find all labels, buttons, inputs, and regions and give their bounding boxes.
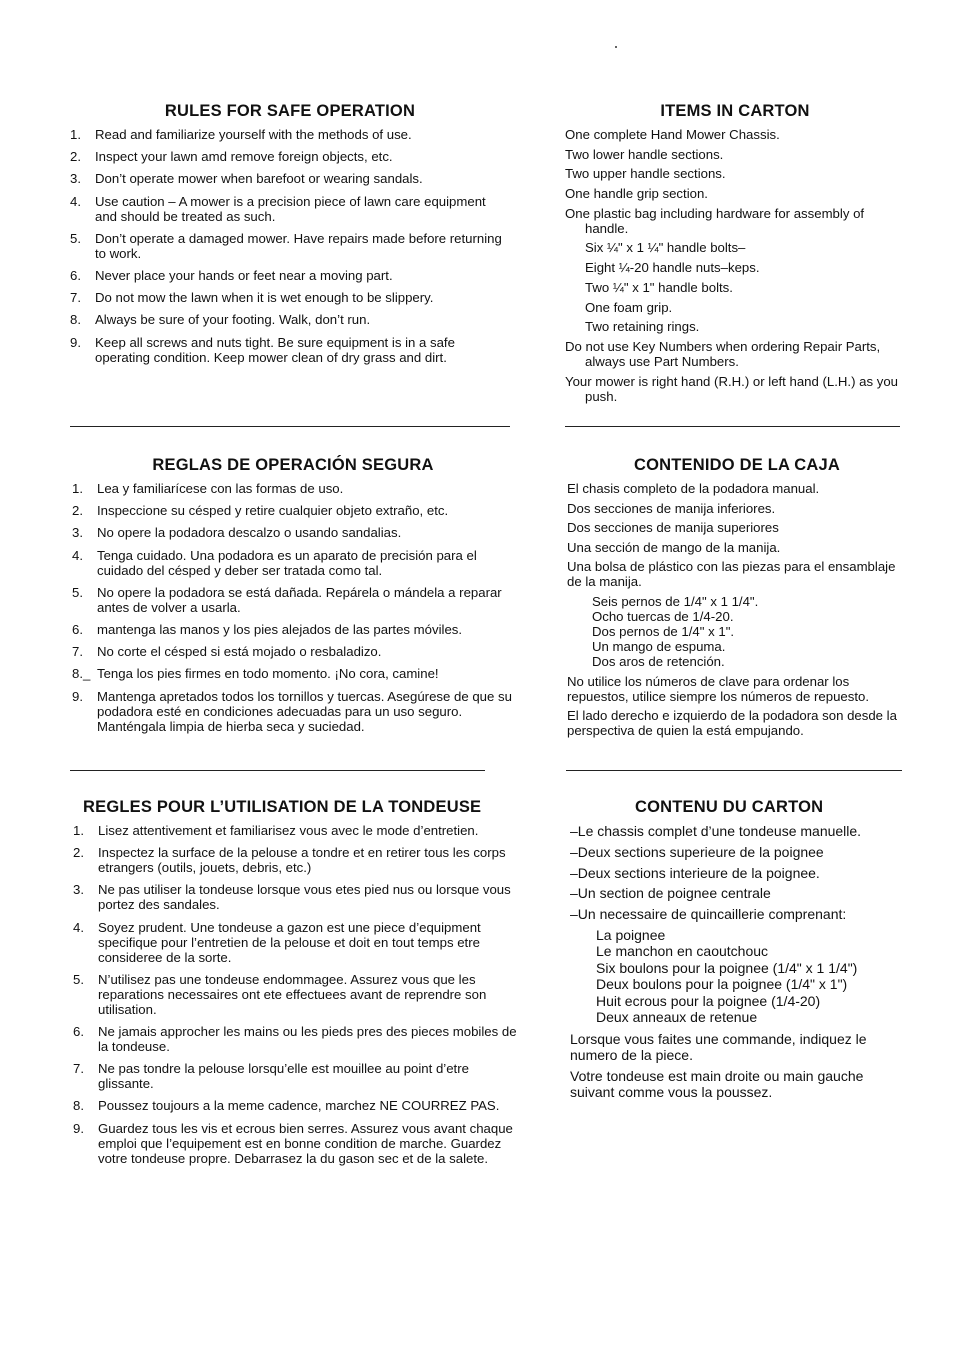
rule-text: No corte el césped si está mojado o resbaladizo. [97,644,382,660]
rule-text: Inspect your lawn amd remove foreign objects, etc. [95,149,393,165]
hardware-item: Two retaining rings. [585,319,700,335]
rule-item [73,1121,518,1166]
english-items-list [565,127,905,236]
english-notes [565,339,905,404]
carton-item: –Deux sections superieure de la poignee [570,843,824,860]
rule-item [70,127,510,142]
spanish-rules-list [72,481,514,734]
hardware-item: Le manchon en caoutchouc [596,943,769,960]
hardware-item: Seis pernos de 1/4" x 1 1/4". [592,593,759,609]
carton-item: –Un necessaire de quincaillerie comprenant: [570,906,847,923]
rule-text: Mantenga apretados todos los tornillos y tuercas. Asegúrese de que su podadora esté en condiciones adecuadas para un uso seguro. Manténgala limpia de hierba seca y suciedad. [97,688,512,734]
rule-text: Tenga cuidado. Una podadora es un aparato de precisión para el cuidado del césped y deber ser tratada como tal. [97,547,477,578]
carton-item: One plastic bag including hardware for assembly of handle. [565,205,865,236]
hardware-item: Deux anneaux de retenue [596,1009,758,1026]
spanish-rules-title: REGLAS DE OPERACIÓN SEGURA [152,456,434,474]
rule-text: No opere la podadora descalzo o usando sandalias. [97,525,402,541]
hardware-item: Deux boulons pour la poignee (1/4" x 1") [596,976,848,993]
rule-item [70,312,510,327]
rule-number: 6. [70,267,81,283]
french-rules-list [73,823,518,1166]
rule-number: 4. [72,547,83,563]
rule-text: Ne jamais approcher les mains ou les pieds pres des pieces mobiles de la tondeuse. [98,1023,517,1054]
rule-number: 1. [70,127,81,142]
rule-item [70,268,510,283]
rule-text: Inspectez la surface de la pelouse a tondre et en retirer tous les corps etrangers (outils, jouets, debris, etc.) [98,845,506,876]
hardware-item: Six ¼" x 1 ¼" handle bolts– [585,240,746,256]
hardware-item: Huit ecrous pour la poignee (1/4-20) [596,992,821,1009]
rule-text: Lisez attentivement et familiarisez vous avec le mode d’entretien. [98,823,479,838]
carton-item: Dos secciones de manija superiores [567,520,779,536]
spanish-hardware-list [592,594,907,669]
rule-text: Poussez toujours a la meme cadence, marchez NE COURREZ PAS. [98,1098,500,1114]
french-hardware-list [596,927,900,1026]
divider-left-2 [70,770,485,771]
hardware-item: Un mango de espuma. [592,638,726,654]
rule-item [70,194,510,224]
rule-number: 6. [73,1023,84,1039]
rule-item [73,823,518,838]
rule-item [72,644,514,659]
rule-text: Lea y familiarícese con las formas de uso. [97,481,344,496]
speck-mark [615,46,617,48]
rule-item [72,622,514,637]
rule-number: 8. [73,1098,84,1114]
spanish-items-list [567,481,907,589]
hardware-item: La poignee [596,926,666,943]
carton-item: No utilice los números de clave para ordenar los repuestos, utilice siempre los números de repuesto. [567,673,869,704]
carton-item: Dos secciones de manija inferiores. [567,500,776,516]
divider-right-1 [565,426,900,427]
rule-item [72,666,514,681]
rule-item [70,335,510,365]
carton-item: One handle grip section. [565,186,708,202]
french-rules-section [73,797,518,1173]
rule-number: 9. [73,1120,84,1136]
rule-text: Read and familiarize yourself with the methods of use. [95,127,412,142]
rule-number: 5. [72,584,83,600]
rule-item [70,149,510,164]
rule-text: Use caution – A mower is a precision piece of lawn care equipment and should be treated as such. [95,193,486,224]
rule-number: 4. [70,193,81,209]
rule-number: 7. [72,644,83,660]
rule-text: Tenga los pies firmes en todo momento. ¡No cora, camine! [97,666,439,682]
french-items-list [570,823,900,922]
carton-item: Lorsque vous faites une commande, indiquez le numero de la piece. [570,1030,867,1063]
rule-item [72,689,514,734]
rule-number: 8._ [72,666,91,682]
hardware-item: Dos aros de retención. [592,653,725,669]
rule-item [73,845,518,875]
rule-number: 2. [72,503,83,519]
rule-number: 1. [73,823,84,838]
carton-item: Two upper handle sections. [565,166,726,182]
french-rules-title: REGLES POUR L’UTILISATION DE LA TONDEUSE [83,798,482,816]
french-items-section [570,797,900,1105]
rule-item [72,548,514,578]
rule-text: Ne pas tondre la pelouse lorsqu’elle est mouillee au point d’etre glissante. [98,1061,469,1092]
carton-item: One complete Hand Mower Chassis. [565,127,780,142]
rule-text: Ne pas utiliser la tondeuse lorsque vous etes pied nus ou lorsque vous portez des sandales. [98,882,511,913]
rule-item [72,585,514,615]
rule-number: 7. [70,290,81,306]
rule-item [72,503,514,518]
rule-number: 2. [70,149,81,165]
rule-item [73,1061,518,1091]
carton-item: El chasis completo de la podadora manual. [567,481,820,496]
rule-text: Never place your hands or feet near a moving part. [95,267,393,283]
rule-item [73,920,518,965]
rule-text: Guardez tous les vis et ecrous bien serres. Assurez vous avant chaque emploi que l’equipement est en bonne condition de marche. Guardez votre tondeuse propre. Debarrasez la du gason sec et de la salete. [98,1120,513,1166]
hardware-item: One foam grip. [585,299,673,315]
spanish-items-section [567,455,907,743]
hardware-item: Two ¼" x 1" handle bolts. [585,279,733,295]
rule-text: Don’t operate mower when barefoot or wearing sandals. [95,171,423,187]
spanish-items-title: CONTENIDO DE LA CAJA [634,456,840,474]
rule-number: 1. [72,481,83,496]
rule-text: Do not mow the lawn when it is wet enough to be slippery. [95,290,434,306]
rule-number: 7. [73,1061,84,1077]
english-items-section [565,101,905,408]
carton-item: Your mower is right hand (R.H.) or left hand (L.H.) as you push. [565,373,899,404]
rule-text: N’utilisez pas une tondeuse endommagee. Assurez vous que les reparations necessaires ont ete effectuees avant de reprendre son utilisation. [98,971,487,1017]
rule-item [73,1024,518,1054]
rule-number: 6. [72,621,83,637]
carton-item: Una sección de mango de la manija. [567,539,781,555]
english-hardware-list [585,240,905,334]
carton-item: –Deux sections interieure de la poignee. [570,864,820,881]
rule-item [73,882,518,912]
rule-item [72,525,514,540]
rule-item [70,231,510,261]
rule-number: 4. [73,919,84,935]
rule-item [73,1098,518,1113]
rule-number: 8. [70,312,81,328]
rule-number: 2. [73,845,84,861]
english-rules-section [70,101,510,372]
rule-item [72,481,514,496]
french-items-title: CONTENU DU CARTON [635,798,824,816]
french-notes [570,1031,900,1100]
divider-left-1 [70,426,510,427]
rule-text: Inspeccione su césped y retire cualquier objeto extraño, etc. [97,503,449,519]
rule-number: 3. [73,882,84,898]
rule-text: mantenga las manos y los pies alejados de las partes móviles. [97,621,463,637]
divider-right-2 [566,770,902,771]
english-rules-list [70,127,510,365]
rule-text: No opere la podadora se está dañada. Repárela o mándela a reparar antes de volver a usarla. [97,584,502,615]
rule-text: Don’t operate a damaged mower. Have repairs made before returning to work. [95,230,502,261]
carton-item: Two lower handle sections. [565,146,724,162]
rule-item [70,290,510,305]
rule-number: 5. [70,230,81,246]
rule-number: 9. [70,334,81,350]
rule-number: 9. [72,688,83,704]
spanish-notes [567,674,907,739]
carton-item: –Le chassis complet d’une tondeuse manuelle. [570,823,862,839]
hardware-item: Ocho tuercas de 1/4-20. [592,608,734,624]
hardware-item: Eight ¼-20 handle nuts–keps. [585,260,760,276]
carton-item: –Un section de poignee centrale [570,885,771,902]
spanish-rules-section [72,455,514,741]
rule-item [70,171,510,186]
carton-item: Una bolsa de plástico con las piezas para el ensamblaje de la manija. [567,559,896,590]
rule-text: Keep all screws and nuts tight. Be sure equipment is in a safe operating condition. Keep mower clean of dry grass and dirt. [95,334,455,365]
rule-number: 3. [70,171,81,187]
rule-text: Soyez prudent. Une tondeuse a gazon est une piece d’equipment specifique pour l’entretien de la pelouse et doit en tout temps etre consideree de la sorte. [98,919,481,965]
carton-item: El lado derecho e izquierdo de la podadora son desde la perspectiva de quien la está empujando. [567,708,897,739]
carton-item: Votre tondeuse est main droite ou main gauche suivant comme vous la poussez. [570,1067,864,1100]
english-items-title: ITEMS IN CARTON [660,102,810,120]
english-rules-title: RULES FOR SAFE OPERATION [164,102,416,120]
hardware-item: Dos pernos de 1/4" x 1". [592,623,735,639]
carton-item: Do not use Key Numbers when ordering Repair Parts, always use Part Numbers. [565,338,881,369]
rule-text: Always be sure of your footing. Walk, don’t run. [95,312,371,328]
rule-number: 3. [72,525,83,541]
rule-number: 5. [73,971,84,987]
hardware-item: Six boulons pour la poignee (1/4" x 1 1/4") [596,959,858,976]
rule-item [73,972,518,1017]
